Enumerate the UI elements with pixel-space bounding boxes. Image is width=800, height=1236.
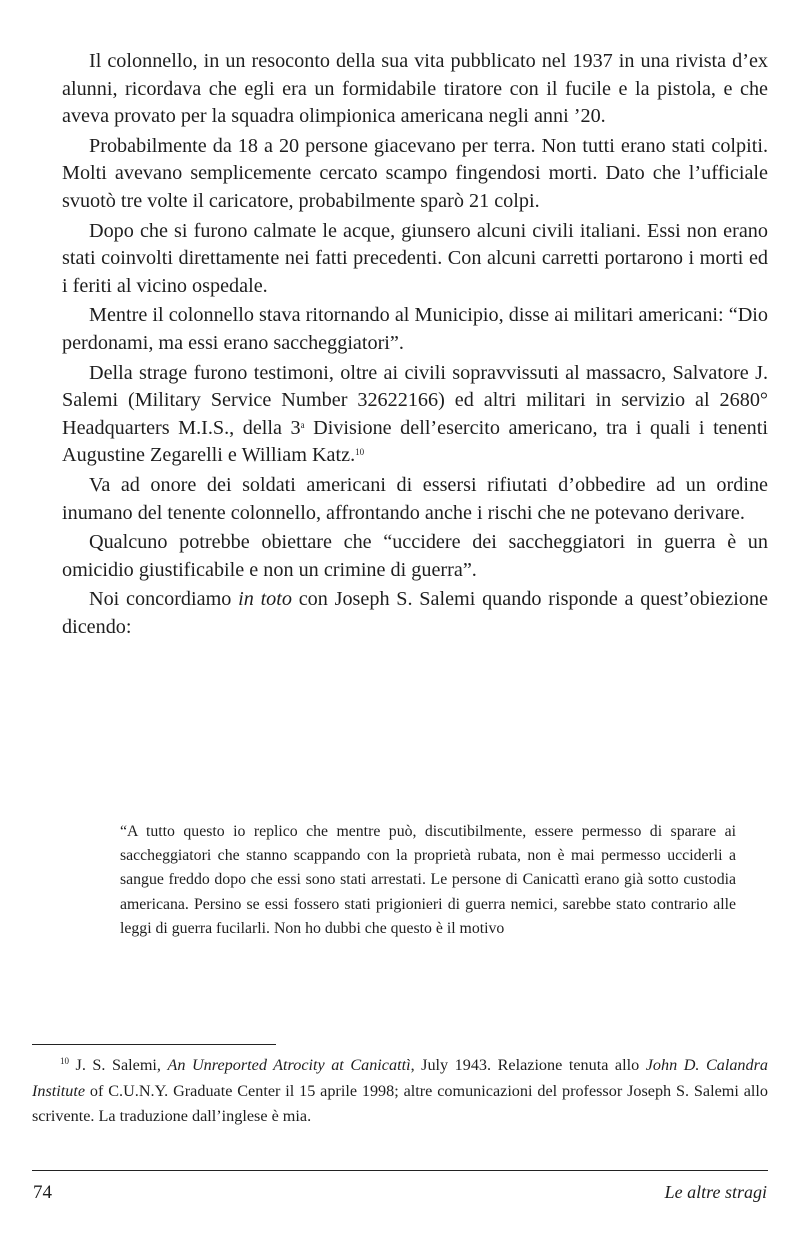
- paragraph-text: con Joseph S. Salemi quando risponde a quest’obiezione dicendo:: [62, 588, 768, 638]
- paragraph: Va ad onore dei soldati americani di essersi rifiutati d’obbedire ad un ordine inumano del tenente colonnello, affrontando anche i rischi che ne potevano derivare.: [62, 473, 768, 524]
- paragraph: Mentre il colonnello stava ritornando al Municipio, disse ai militari americani: “Dio perdonami, ma essi erano saccheggiatori”.: [62, 304, 768, 354]
- italic-phrase: in toto: [238, 588, 292, 611]
- paragraph-text: Della strage furono testimoni, oltre ai civili sopravvissuti al massacro, Salvatore J. Salemi (Military Service Number 32622166) ed altri militari in servizio al 2680° Headquarters M.I.S., della 3: [62, 361, 768, 439]
- page-number: 74: [33, 1182, 52, 1203]
- paragraph: Dopo che si furono calmate le acque, giunsero alcuni civili italiani. Essi non erano stati coinvolti direttamente nei fatti precedenti. Con alcuni carretti portarono i morti ed i feriti al vicino ospedale.: [62, 219, 768, 297]
- footnote: [32, 1053, 768, 1130]
- paragraph-text: Divisione dell’esercito americano, tra i quali i tenenti Augustine Zegarelli e William Katz.: [62, 416, 768, 467]
- paragraph: [62, 586, 768, 641]
- footnote-reference: 10: [355, 447, 365, 458]
- block-quote: “A tutto questo io replico che mentre può, discutibilmente, essere permesso di sparare ai saccheggiatori che stanno scappando con la proprietà rubata, non è mai permesso ucciderli a sangue freddo dopo che essi sono stati arrestati. Le persone di Canicattì erano già sotto custodia americana. Persino se essi fossero stati prigionieri di guerra nemici, sarebbe stato contrario alle leggi di guerra fucilarli. Non ho dubbi che questo è il motivo: [120, 823, 736, 937]
- footnote-text: J. S. Salemi,: [69, 1056, 168, 1074]
- ordinal-superscript: a: [300, 419, 305, 430]
- footer-rule: [32, 1170, 768, 1171]
- footnote-institute: John D. Calandra Institute: [32, 1056, 769, 1100]
- running-title: Le altre stragi: [664, 1182, 767, 1202]
- paragraph: Qualcuno potrebbe obiettare che “uccidere dei saccheggiatori in guerra è un omicidio giustificabile e non un crimine di guerra”.: [62, 531, 768, 581]
- paragraph-text: Noi concordiamo: [89, 588, 239, 611]
- footnote-title: An Unreported Atrocity at Canicattì: [167, 1056, 411, 1074]
- main-text: [62, 48, 768, 643]
- footnote-separator: [32, 1044, 276, 1045]
- footnote-number: 10: [60, 1056, 69, 1066]
- paragraph: Probabilmente da 18 a 20 persone giacevano per terra. Non tutti erano stati colpiti. Molti avevano semplicemente cercato scampo fingendosi morti. Dato che l’ufficiale svuotò tre volte il caricatore, probabilmente sparò 21 colpi.: [62, 134, 768, 212]
- paragraph: [62, 360, 768, 470]
- footnote-text: of C.U.N.Y. Graduate Center il 15 aprile 1998; altre comunicazioni del professor Joseph S. Salemi allo scrivente. La traduzione dall’inglese è mia.: [32, 1081, 768, 1125]
- paragraph: Il colonnello, in un resoconto della sua vita pubblicato nel 1937 in una rivista d’ex alunni, ricordava che egli era un formidabile tiratore con il fucile e la pistola, e che aveva provato per la squadra olimpionica americana negli anni ’20.: [62, 50, 768, 128]
- footnote-text: , July 1943. Relazione tenuta allo: [410, 1056, 646, 1074]
